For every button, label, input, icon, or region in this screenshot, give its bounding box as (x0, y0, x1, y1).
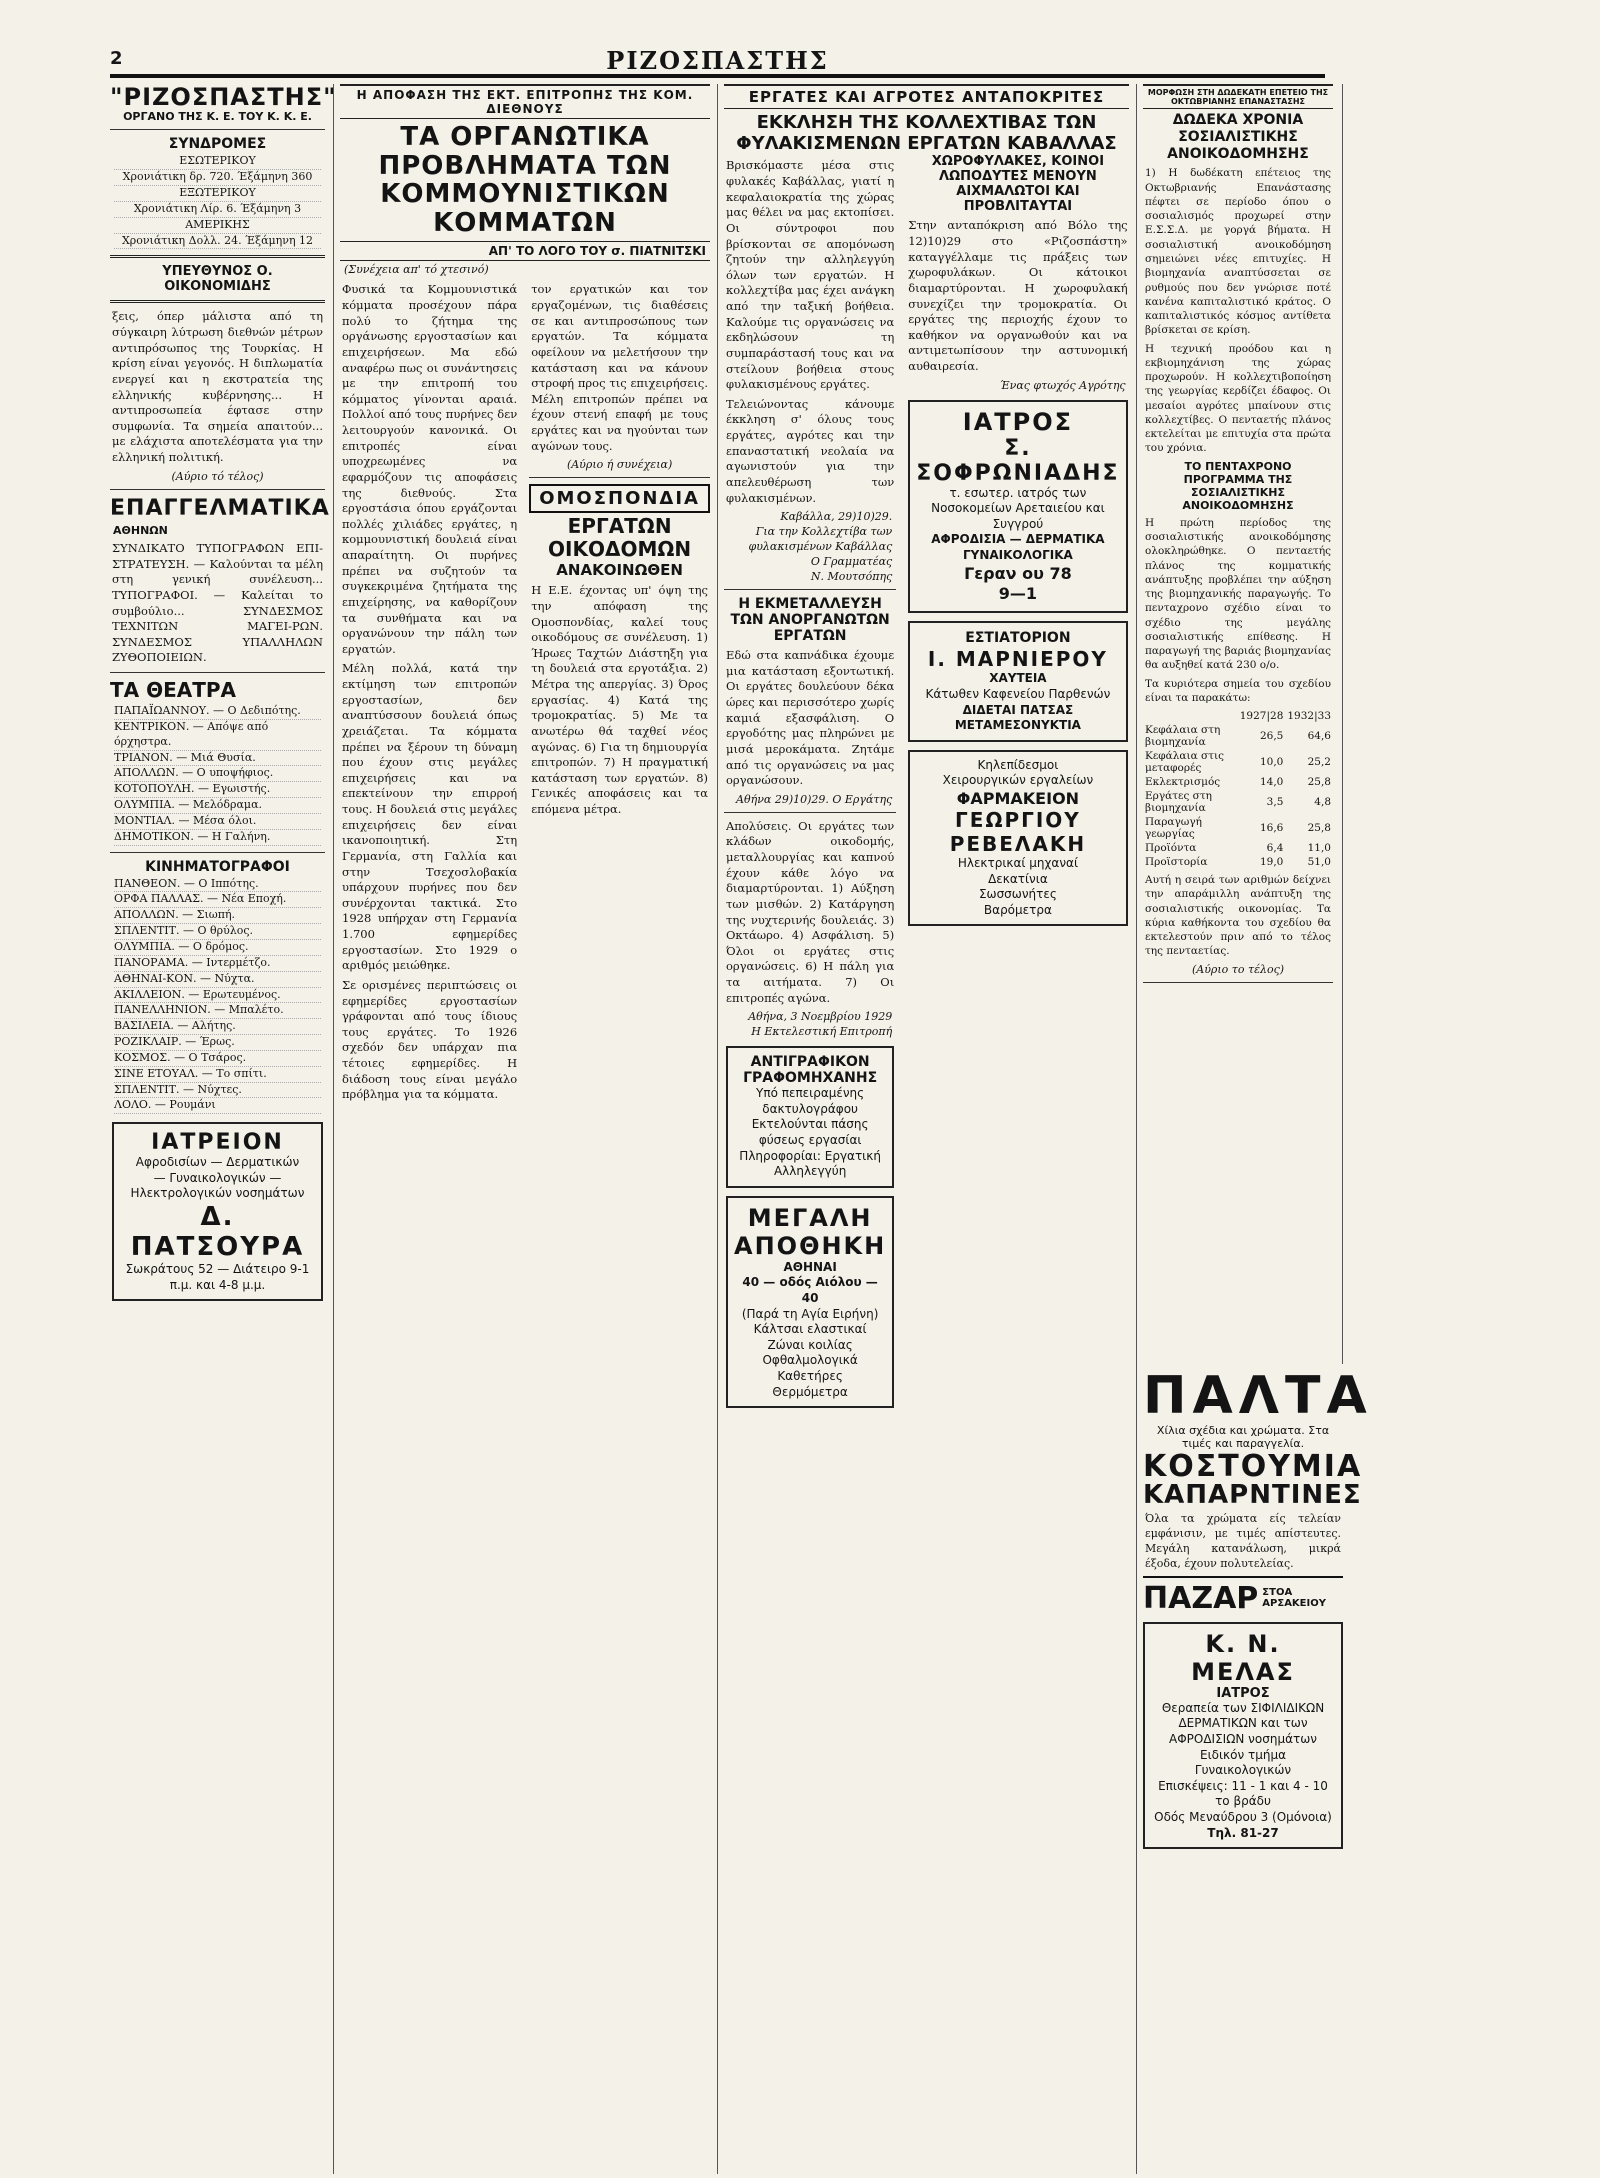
page-number: 2 (110, 48, 123, 69)
table-cell: Κεφάλαια στη βιομηχανία (1145, 724, 1221, 749)
subscriptions-list (114, 154, 321, 249)
kaparntines-ad-title: ΚΑΠΑΡΝΤΙΝΕΣ (1143, 1480, 1362, 1510)
headline: ΕΚΚΛΗΣΗ ΤΗΣ ΚΟΛΛΕΧΤΙΒΑΣ ΤΩΝ ΦΥΛΑΚΙΣΜΕΝΩΝ ΕΡΓΑΤΩΝ ΚΑΒΑΛΛΑΣ (736, 112, 1117, 154)
store-ad-title: ΜΕΓΑΛΗ ΑΠΟΘΗΚΗ (734, 1203, 887, 1260)
subscription-line: ΕΞΩΤΕΡΙΚΟΥ (114, 186, 321, 202)
subscription-line: Χρονιάτικη Δολλ. 24. Έξάμηνη 12 (114, 234, 321, 250)
list-item: ΤΡΙΑΝΟΝ. — Μιά Θυσία. (114, 751, 321, 767)
article-text-c: Η πρώτη περίοδος της σοσιαλιστικής ανοικοδόμησης ολοκληρώθηκε. Ο πενταετής πλάνος της κομματικής ανάπτυξης προβλέπει την αύξηση της βιομηχανικής παραγωγής. Το πενταχρονο σχέδιο είναι το σχέδιο της μεγάλης σοσιαλιστικής επίθεσης. Η παραγωγή της βαριάς βιομηχανίας θα αυξηθεί κατά 230 ο/ο. (1145, 516, 1331, 672)
melas-ad-line: Οδός Μεναύδρου 3 (Ομόνοια) (1154, 1809, 1332, 1824)
byline: ΑΠ' ΤΟ ΛΟΓΟ ΤΟΥ σ. ΠΙΑΤΝΙΤΣΚΙ (340, 241, 710, 261)
doctor-ad-title: ΙΑΤΡΟΣ (962, 407, 1074, 436)
pazar-ad-sub: ΣΤΟΑ ΑΡΣΑΚΕΙΟΥ (1262, 1587, 1326, 1610)
article-text-b: Μέλη πολλά, κατά την εκτίμηση των επιτροπών εργοστασίων, δεν αναπτύσσουν δουλειά όπως χρειάζεται. Τα κόμματα πρέπει να ξέρουν τη δύναμη που έχουν στις μεγάλες επιχειρήσεις και να επεκτείνουν την επιρροή τους. Η δουλειά στις μεγάλες επιχειρήσεις δεν είναι ικανοποιητική. Στη Γερμανία, στη Γαλλία και στην Τσεχοσλοβακία υπάρχουν πυρήνες που δεν συνέρχονται τακτικά. Στο 1928 υπήρχαν στη Γερμανία 1.700 εφημερίδες εργοστασίων. Στο 1929 ο αριθμός μειώθηκε. (342, 661, 518, 973)
sub-headline: Η ΕΚΜΕΤΑΛΛΕΥΣΗ ΤΩΝ ΑΝΟΡΓΑΝΩΤΩΝ ΕΡΓΑΤΩΝ (730, 596, 890, 645)
headline: ΤΑ ΟΡΓΑΝΩΤΙΚΑ ΠΡΟΒΛΗΜΑΤΑ ΤΩΝ ΚΟΜΜΟΥΝΙΣΤΙΚΩΝ ΚΟΜΜΑΤΩΝ (378, 122, 672, 238)
kostoumia-ad-title: ΚΟΣΤΟΥΜΙΑ (1143, 1449, 1363, 1484)
table-row (1143, 841, 1333, 855)
melas-ad-name: Κ. Ν. ΜΕΛΑΣ (1191, 1629, 1295, 1686)
list-item: ΣΠΛΕΝΤΙΤ. — Νύχτες. (114, 1083, 321, 1099)
list-item: ΒΑΣΙΛΕΙΑ. — Αλήτης. (114, 1019, 321, 1035)
list-item: ΣΙΝΕ ΕΤΟΥΑΛ. — Το σπίτι. (114, 1067, 321, 1083)
professional-heading: ΕΠΑΓΓΕΛΜΑΤΙΚΑ (110, 495, 330, 521)
continue-note: (Αύριο το τέλος) (1191, 962, 1285, 976)
column-1 (110, 83, 337, 2174)
table-row (1143, 775, 1333, 789)
section-bar: ΕΡΓΑΤΕΣ ΚΑΙ ΑΓΡΟΤΕΣ ΑΝΤΑΠΟΚΡΙΤΕΣ (724, 84, 1129, 109)
union-text: Η Ε.Ε. έχοντας υπ' όψη της την απόφαση της Ομοσπονδίας, καλεί τους οικοδόμους σε συνέλευση. 1) Ήρωες Ταχτών Διάστηξη για τη δουλειά στα εργοτάξια. 2) Μέτρα της απεργίας. 3) Όρος εργασίας. 4) Κατά της τρομοκρατίας. 5) Με τα ανωτέρω θά ταχθεί νέος αγώνας. 6) Για τη δημιουργία επιτροπών. 7) Η πραγματική κατάσταση των εργατών. 8) Γενικές αποφάσεις και τα επόμενα μέτρα. (531, 583, 708, 816)
pharmacy-ad-title: ΦΑΡΜΑΚΕΙΟΝ (956, 788, 1080, 808)
article-text-a: Φυσικά τα Κομμουνιστικά κόμματα προσέχουν πάρα πολύ το ζήτημα της οργάνωσης εργοστασίων και επιχειρήσεων. Μα εδώ αναφέρω πως οι συνάντησεις με την επιτροπή του κόμματος γίνονται αραιά. Πολλοί από τους πυρήνες δεν λειτουργούν κανονικά. Οι επιτροπές είναι υποχρεωμένες να εφαρμόζουν τις αποφάσεις της διεθνούς. Στα εργοστάσια όπου εργάζονται πολλές χιλιάδες εργάτες, η κομμουνιστική δουλειά είναι απαραίτητη. Οι πυρήνες πρέπει να συζητούν τα συγκεκριμένα ζητήματα της επιχείρησης, να καθορίζουν τα συνθήματα και να οργανώνουν την πάλη των εργατών. (342, 282, 518, 656)
list-item: ΠΑΠΑΪΩΑΝΝΟΥ. — Ο Δεδιπότης. (114, 704, 321, 720)
article-text-e: Αυτή η σειρά των αριθμών δείχνει την απαράμιλλη ανάπτυξη της σοσιαλιστικής οικονομίας. Τα κύρια καθήκοντα του σχεδίου θα εκτελεστούν πριν από το τέλος της πενταετίας. (1145, 874, 1331, 958)
list-item: ΠΑΝΘΕΟΝ. — Ο Ιππότης. (114, 877, 321, 893)
subscriptions-heading: ΣΥΝΔΡΟΜΕΣ (168, 136, 267, 153)
table-cell: 11,0 (1307, 842, 1331, 855)
article-text-b: Τελειώνοντας κάνουμε έκκληση σ' όλους τους εργάτες, αγρότες και την επαναστατική νεολαία να αγωνιστούν για την απελευθέρωση των φυλακισμένων. (726, 396, 895, 505)
list-item: ΔΗΜΟΤΙΚΟΝ. — Η Γαλήνη. (114, 830, 321, 846)
masthead (110, 48, 1325, 78)
table-row (1143, 723, 1333, 749)
article-text-e: Απολύσεις. Οι εργάτες των κλάδων οικοδομής, μεταλλουργίας και καπνού έχουν κάθε λόγο να διαμαρτύρονται. 1) Αύξηση των μισθών. 2) Κατάργηση της νυχτερινής δουλειάς. 3) Οκτάωρο. 4) Ασφάλιση. 5) Όλοι οι εργάτες στις οργανώσεις. 6) Η πάλη για τα αιτήματα. 7) Οι επιτροπές αγώνα. (726, 818, 895, 1005)
store-ad-line: 40 — οδός Αιόλου — 40 (742, 1275, 878, 1305)
table-cell: 25,8 (1307, 776, 1331, 789)
typing-ad-line: Εκτελούνται πάσης φύσεως εργασίαι (751, 1117, 869, 1148)
subscription-line: ΕΣΩΤΕΡΙΚΟΥ (114, 154, 321, 170)
paper-title: "ΡΙΖΟΣΠΑΣΤΗΣ" (110, 83, 337, 111)
list-item: ΛΟΛΟ. — Ρουμάνι (114, 1098, 321, 1114)
store-ad-line: ΑΘΗΝΑΙ (783, 1259, 837, 1274)
list-item: ΠΑΝΟΡΑΜΑ. — Ιντερμέτζο. (114, 956, 321, 972)
melas-doctor-ad (1143, 1622, 1343, 1849)
continue-note: (Αύριο τό τέλος) (171, 469, 264, 483)
clinic-ad-line: — Γυναικολογικών — Ηλεκτρολογικών νοσημάτων (130, 1170, 305, 1201)
section-bar: Η ΑΠΟΦΑΣΗ ΤΗΣ ΕΚΤ. ΕΠΙΤΡΟΠΗΣ ΤΗΣ ΚΟΜ. ΔΙΕΘΝΟΥΣ (340, 84, 710, 119)
subscription-line: ΑΜΕΡΙΚΗΣ (114, 218, 321, 234)
store-ad (726, 1196, 894, 1408)
store-ad-line: Καθετήρες (777, 1368, 843, 1383)
table-row (1143, 815, 1333, 841)
typing-ad-title: ΑΝΤΙΓΡΑΦΙΚΟΝ ΓΡΑΦΟΜΗΧΑΝΗΣ (743, 1054, 878, 1087)
doctor-ad-line: 9—1 (998, 584, 1038, 604)
union-title: ΕΡΓΑΤΩΝ ΟΙΚΟΔΟΜΩΝ (548, 514, 692, 562)
doctor-ad-line: ΑΦΡΟΔΙΣΙΑ — ΔΕΡΜΑΤΙΚΑ (931, 532, 1105, 547)
pharmacy-ad-line: Δεκατίνια (988, 871, 1048, 886)
column-2 (340, 84, 710, 2174)
doctor-ad (908, 400, 1127, 614)
restaurant-ad-title: ΕΣΤΙΑΤΟΡΙΟΝ (965, 630, 1071, 647)
restaurant-ad-line: ΧΑΥΤΕΙΑ (989, 671, 1047, 686)
typing-ad-line: Υπό πεπειραμένης δακτυλογράφου (756, 1086, 865, 1116)
list-item: ΜΟΝΤΙΑΛ. — Μέσα όλοι. (114, 814, 321, 830)
table-cell: Παραγωγή γεωργίας (1145, 816, 1202, 841)
table-row (1143, 855, 1333, 869)
clinic-ad-footer: Σωκράτους 52 — Διάτειρο 9-1 π.μ. και 4-8 μ.μ. (125, 1262, 310, 1292)
melas-ad-title: ΙΑΤΡΟΣ (1216, 1685, 1270, 1701)
signature-line: Ν. Μουτσόπης (810, 570, 893, 584)
table-cell: Προϊόντα (1145, 842, 1197, 855)
list-item: ΟΛΥΜΠΙΑ. — Ο δρόμος. (114, 940, 321, 956)
statistics-table (1143, 709, 1333, 869)
signature-line: Καβάλλα, 29)10)29. (780, 510, 893, 524)
pharmacy-ad-line: Βαρόμετρα (983, 902, 1052, 917)
pharmacy-ad (908, 750, 1127, 927)
table-cell: 25,8 (1307, 822, 1331, 835)
list-item: ΑΘΗΝΑΙ-ΚΟΝ. — Νύχτα. (114, 972, 321, 988)
masthead-title: ΡΙΖΟΣΠΑΣΤΗΣ (606, 46, 829, 75)
article-text: ξεις, όπερ μάλιστα από τη σύγκαιρη λύτρωση διεθνών μέτρων αντιπρόσωπος της Τουρκίας. Η κρίση είναι γεγονός. Η διπλωματία ενεργεί και η εκστρατεία της ελληνικής κυβέρνησης... Η αντιπροσωπεία έφτασε στην συμφωνία. Τα σημεία απαιτούν... με ελάχιστα αποτελέσματα για την ελληνική πολιτική. (112, 309, 323, 465)
article-text-d: Στην ανταπόκριση από Βόλο της 12)10)29 στο «Ριζοσπάστη» καταγγέλλαμε τις πράξεις των χωροφυλάκων. Οι κάτοικοι διαμαρτύρονται. Η χωροφυλακή συνεχίζει την τρομοκρατία. Οι εργάτες της περιοχής έχουν το καθήκον να οργανωθούν και να αντιμετωπίσουν την αστυνομική αυθαιρεσία. (908, 218, 1128, 373)
table-cell: Προϊστορία (1145, 856, 1208, 869)
typing-ad-line: Πληροφορίαι: Εργατική Αλληλεγγύη (739, 1148, 881, 1179)
list-item: ΑΠΟΛΛΩΝ. — Ο υποψήφιος. (114, 766, 321, 782)
table-cell: 64,6 (1307, 730, 1331, 743)
theatre-list (114, 704, 321, 846)
melas-ad-line: Θεραπεία των ΣΙΦΙΛΙΔΙΚΩΝ ΔΕΡΜΑΤΙΚΩΝ και των ΑΦΡΟΔΙΣΙΩΝ νοσημάτων (1161, 1700, 1325, 1746)
doctor-ad-line: τ. εσωτερ. ιατρός των Νοσοκομείων Αρεταιείου και Συγγρού (931, 485, 1105, 531)
theatre-heading: ΤΑ ΘΕΑΤΡΑ (110, 678, 237, 702)
restaurant-ad-name: Ι. ΜΑΡΝΙΕΡΟΥ (927, 647, 1108, 672)
signature-line: Ο Γραμματέας (810, 555, 893, 569)
article-text-d: τον εργατικών και τον εργαζομένων, τις διαθέσεις σε και αντιπροσώπους των εργατών. Τα κόμματα οφείλουν να μελετήσουν την κατάσταση και να κάνουν στροφή προς τις επιχειρήσεις. Μέλη επιτροπών πρέπει να έχουν στενή επαφή με τους εργάτες και να ηγούνται των αγώνων τους. (531, 282, 708, 453)
table-header: 1932|33 (1287, 710, 1331, 723)
list-item: ΡΟΖΙΚΛΑΙΡ. — Έρως. (114, 1035, 321, 1051)
subscription-line: Χρονιάτικη δρ. 720. Έξάμηνη 360 (114, 170, 321, 186)
article-text-b: Η τεχνική προόδου και η εκβιομηχάνιση της χώρας προχωρούν. Η κολλεχτιβοποίηση της γεωργίας κερδίζει έδαφος. Οι μεσαίοι αγρότες μπαίνουν στις κολλεχτίβες. Ο πενταετής πλάνος εκτελείται με επιτυχία στα πρώτα του χρόνια. (1145, 342, 1331, 455)
restaurant-ad (908, 621, 1127, 742)
list-item: ΠΑΝΕΛΛΗΝΙΟΝ. — Μπαλέτο. (114, 1003, 321, 1019)
doctor-ad-line: Γεραν ου 78 (964, 563, 1072, 583)
table-cell: 25,2 (1307, 756, 1331, 769)
editor-line: ΥΠΕΥΘΥΝΟΣ Ο. ΟΙΚΟΝΟΜΙΔΗΣ (162, 264, 273, 295)
store-ad-line: Θερμόμετρα (772, 1384, 848, 1399)
palta-ad-title: ΠΑΛΤΑ (1143, 1366, 1373, 1426)
melas-ad-line: Ειδικόν τμήμα Γυναικολογικών (1194, 1747, 1292, 1778)
sub-headline: ΤΟ ΠΕΝΤΑΧΡΟΝΟ ΠΡΟΓΡΑΜΜΑ ΤΗΣ ΣΟΣΙΑΛΙΣΤΙΚΗΣ ΑΝΟΙΚΟΔΟΜΗΣΗΣ (1182, 459, 1294, 512)
continue-top: (Συνέχεια απ' τό χτεσινό) (344, 263, 489, 277)
pharmacy-ad-line: Ηλεκτρικαί μηχαναί (957, 855, 1079, 870)
pharmacy-ad-line: Κηλεπίδεσμοι (977, 757, 1059, 772)
union-subtitle: ΑΝΑΚΟΙΝΩΘΕΝ (556, 561, 683, 580)
typing-ad (726, 1046, 894, 1188)
article-text-c: Εδώ στα καπνάδικα έχουμε μια κατάσταση εξοντωτική. Οι εργάτες δουλεύουν δέκα ώρες και περισσότερο χωρίς καμιά εξασφάλιση. Ο εργοδότης μας πληρώνει με μισά μεροκάματα. Ζητάμε από τις οργανώσεις να μας οργανώσουν. (726, 648, 895, 788)
section-bar: ΜΟΡΦΩΣΗ ΣΤΗ ΔΩΔΕΚΑΤΗ ΕΠΕΤΕΙΟ ΤΗΣ ΟΚΤΩΒΡΙΑΝΗΣ ΕΠΑΝΑΣΤΑΣΗΣ (1143, 84, 1333, 109)
table-cell: 10,0 (1259, 756, 1284, 769)
article-text-a: 1) Η δωδέκατη επέτειος της Οκτωβριανής Επανάστασης πέφτει σε περίοδο όπου ο σοσιαλισμός προχωρεί στην Ε.Σ.Σ.Δ. με γοργά βήματα. Η σοσιαλιστική ανοικοδόμηση σημειώνει νέες επιτυχίες. Η βιομηχανία αναπτύσσεται σε ρυθμούς που δεν γνώρισε ποτέ κανένα καπιταλιστικό κράτος. Ο καπιταλιστικός κόσμος αντίθετα βρίσκεται σε κρίση. (1145, 167, 1331, 337)
continue-bottom: (Αύριο ή συνέχεια) (566, 458, 673, 472)
table-header: 1927|28 (1239, 710, 1284, 723)
signature-line: φυλακισμένων Καβάλλας (748, 540, 893, 554)
list-item: ΣΠΛΕΝΤΙΤ. — Ο θρύλος. (114, 924, 321, 940)
signature-line: Αθήνα, 3 Νοεμβρίου 1929 (748, 1010, 893, 1024)
table-cell: 14,0 (1259, 776, 1284, 789)
doctor-ad-line: ΓΥΝΑΙΚΟΛΟΓΙΚΑ (963, 548, 1073, 562)
table-row (1143, 749, 1333, 775)
list-item: ΚΕΝΤΡΙΚΟΝ. — Απόψε από όρχηστρα. (114, 720, 321, 751)
signature-line: Η Εκτελεστική Επιτροπή (751, 1025, 893, 1039)
pharmacy-ad-name: ΓΕΩΡΓΙΟΥ ΡΕΒΕΛΑΚΗ (949, 807, 1087, 856)
article-text-c: Σε ορισμένες περιπτώσεις οι εφημερίδες εργοστασίων γράφονται από τους ίδιους τους εργάτες. Το 1926 σχεδόν δεν υπάρχαν πια τέτοιες εφημερίδες. Η διάδοση τους είναι μεγάλο πρόβλημα για τα κόμματα. (342, 977, 518, 1102)
melas-ad-line: Επισκέψεις: 11 - 1 και 4 - 10 το βράδυ (1158, 1778, 1328, 1809)
restaurant-ad-line: ΔΙΔΕΤΑΙ ΠΑΤΣΑΣ ΜΕΤΑΜΕΣΟΝΥΚΤΙΑ (954, 702, 1081, 733)
pharmacy-ad-line: Σωσσωνήτες (978, 887, 1057, 902)
list-item: ΚΟΣΜΟΣ. — Ο Τσάρος. (114, 1051, 321, 1067)
store-ad-line: (Παρά τη Αγία Ειρήνη) (741, 1306, 879, 1321)
column-3 (724, 84, 1129, 2174)
restaurant-ad-line: Κάτωθεν Καφενείου Παρθενών (925, 686, 1111, 701)
palta-ad-sub: Χίλια σχέδια και χρώματα. Στα τιμές και παραγγελία. (1156, 1424, 1330, 1450)
store-ad-line: Οφθαλμολογικά (762, 1353, 858, 1368)
clinic-ad-name: Δ. ΠΑΤΣΟΥΡΑ (130, 1202, 305, 1263)
store-ad-line: Κάλτσαι ελαστικαί (753, 1322, 867, 1337)
table-cell: 3,5 (1266, 796, 1284, 809)
list-item: ΚΟΤΟΠΟΥΛΗ. — Εγωιστής. (114, 782, 321, 798)
table-cell: 19,0 (1259, 856, 1284, 869)
table-header (1143, 709, 1238, 723)
pharmacy-ad-line: Χειρουργικών εργαλείων (942, 773, 1094, 788)
melas-ad-line: Τηλ. 81-27 (1207, 1825, 1279, 1840)
list-item: ΟΛΥΜΠΙΑ. — Μελόδραμα. (114, 798, 321, 814)
cinema-list (114, 877, 321, 1115)
article-text-a: Βρισκόμαστε μέσα στις φυλακές Καβάλλας, γιατί η κεφαλαιοκρατία της χώρας μας θέλει να μας εκτοπίσει. Οι σύντροφοι που βρίσκονται σε απομόνωση ζητούν την αλληλεγγύη όλων των εργατών. Η κολλεχτίβα μας έχει ανάγκη από την ταξική βοήθεια. Καλούμε τις οργανώσεις να εκδηλώσουν τη συμπαράστασή τους και να στείλουν βοήθεια στους φυλακισμένους εργάτες. (726, 158, 895, 392)
table-cell: 6,4 (1266, 842, 1284, 855)
headline: ΔΩΔΕΚΑ ΧΡΟΝΙΑ ΣΟΣΙΑΛΙΣΤΙΚΗΣ ΑΝΟΙΚΟΔΟΜΗΣΗΣ (1167, 112, 1309, 162)
store-ad-line: Ζώναι κοιλίας (767, 1337, 853, 1352)
table-cell: Κεφάλαια στις μεταφορές (1145, 750, 1224, 775)
table-cell: 26,5 (1259, 730, 1284, 743)
signature: Αθήνα 29)10)29. Ο Εργάτης (736, 792, 893, 806)
clinic-ad-title: ΙΑΤΡΕΙΟΝ (151, 1130, 284, 1156)
subscription-line: Χρονιάτικη Λίρ. 6. Έξάμηνη 3 (114, 202, 321, 218)
table-cell: 16,6 (1259, 822, 1284, 835)
signature-line: Για την Κολλεχτίβα των (755, 525, 893, 539)
professional-text: ΣΥΝΔΙΚΑΤΟ ΤΥΠΟΓΡΑΦΩΝ ΕΠΙ-ΣΤΡΑΤΕΥΣΗ. — Καλούνται τα μέλη στη γενική συνέλευση... ΤΥΠΟΓΡΑΦΟΙ. — Καλείται το συμβούλιο... ΣΥΝΔΕΣΜΟΣ ΤΕΧΝΙΤΩΝ ΜΑΓΕΙ-ΡΩΝ. ΣΥΝΔΕΣΜΟΣ ΥΠΑΛΛΗΛΩΝ ΖΥΘΟΠΟΙΕΙΩΝ. (112, 541, 323, 665)
table-cell: Εκλεκτρισμός (1145, 776, 1221, 789)
table-cell: 4,8 (1314, 796, 1331, 809)
table-cell: Εργάτες στη βιομηχανία (1145, 790, 1212, 815)
clinic-ad (112, 1122, 323, 1301)
right-headline: ΧΩΡΟΦΥΛΑΚΕΣ, ΚΟΙΝΟΙ ΛΩΠΟΔΥΤΕΣ ΜΕΝΟΥΝ ΑΙΧΜΑΛΩΤΟΙ ΚΑΙ ΠΡΟΒΛΙΤΑΥΤΑΙ (931, 154, 1105, 215)
signature: Ένας φτωχός Αγρότης (999, 378, 1126, 392)
clothing-ad-text: Όλα τα χρώματα είς τελείαν εμφάνισιν, με τιμές απίστευτες. Μεγάλη κατανάλωση, μικρά έξοδα, έχουν πολυτελείας. (1145, 1512, 1341, 1570)
table-row (1143, 789, 1333, 815)
list-item: ΑΠΟΛΛΩΝ. — Σιωπή. (114, 908, 321, 924)
paper-subtitle: ΟΡΓΑΝΟ ΤΗΣ Κ. Ε. ΤΟΥ Κ. Κ. Ε. (123, 110, 312, 124)
professional-city: ΑΘΗΝΩΝ (113, 524, 168, 537)
clinic-ad-line: Αφροδισίων — Δερματικών (135, 1155, 300, 1170)
cinema-heading: ΚΙΝΗΜΑΤΟΓΡΑΦΟΙ (145, 858, 290, 875)
doctor-ad-name: Σ. ΣΟΦΡΩΝΙΑΔΗΣ (916, 435, 1120, 486)
list-item: ΑΚΙΛΛΕΙΟΝ. — Ερωτευμένος. (114, 988, 321, 1004)
list-item: ΟΡΦΑ ΠΑΛΛΑΣ. — Νέα Εποχή. (114, 892, 321, 908)
table-cell: 51,0 (1307, 856, 1331, 869)
clothing-ads (1143, 1366, 1373, 2165)
union-bar: ΟΜΟΣΠΟΝΔΙΑ (529, 484, 710, 513)
pazar-ad-title: ΠΑΖΑΡ (1143, 1580, 1259, 1616)
article-text-d: Τα κυριότερα σημεία του σχεδίου είναι τα παρακάτω: (1145, 677, 1331, 704)
